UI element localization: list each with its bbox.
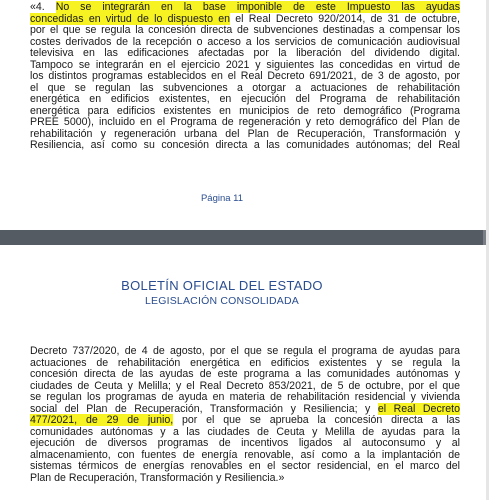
paragraph-line: concesión directa de las ayudas de este programa a las comunidades autónomas y [30, 368, 460, 380]
paragraph-line: concedidas en virtud de lo dispuesto en el Real Decreto 920/2014, de 31 de octubre, [30, 12, 460, 25]
page-number: Página 11 [200, 193, 244, 204]
paragraph-line: Plan de Recuperación, Transformación y Resiliencia.» [30, 471, 285, 484]
article-paragraph [30, 346, 460, 484]
page-header-subtitle: LEGISLACIÓN CONSOLIDADA [145, 295, 299, 307]
paragraph-line: energética en edificios existentes, en ejecución del Programa de rehabilitación [30, 93, 460, 105]
paragraph-line: PREE 5000), incluido en el Programa de regeneración y reto demográfico del Plan de [30, 116, 460, 128]
document-page-top [0, 0, 489, 230]
paragraph-line: almacenamiento, con fuentes de energía renovable, así como a la implantación de [30, 448, 460, 461]
paragraph-line: televisiva en las edificaciones afectadas por la liberación del dividendo digital. [30, 47, 460, 59]
highlighted-text: concedidas en virtud de lo dispuesto en [30, 12, 231, 25]
paragraph-line: comunidades autónomas y a las ciudades de Ceuta y Melilla de ayudas para la [30, 425, 460, 438]
paragraph-line: ciudades de Ceuta y Melilla; y el Real Decreto 853/2021, de 5 de octubre, por el que [30, 379, 460, 392]
paragraph-line: los distintos programas establecidos en el Real Decreto 691/2021, de 3 de agosto, por [30, 70, 460, 82]
paragraph-line: Decreto 737/2020, de 4 de agosto, por el que se regula el programa de ayudas para [30, 345, 460, 357]
page-separator [0, 230, 489, 245]
highlighted-text: 477/2021, de 29 de junio, [30, 414, 174, 426]
paragraph-line: energética para edificios existentes en municipios de reto demográfico (Programa [30, 104, 460, 117]
paragraph-line: 477/2021, de 29 de junio, por el que se aprueba la concesión directa a las [30, 414, 460, 426]
page-header-title: BOLETÍN OFICIAL DEL ESTADO [121, 278, 323, 293]
highlighted-text: No se integrarán en la base imponible de este Impuesto las ayudas [55, 1, 460, 13]
paragraph-line: sistemas térmicos de energías renovables en el sector residencial, en el marco del [30, 460, 460, 472]
paragraph-line: ejecución de diversos programas de incentivos ligados al autoconsumo y al [30, 437, 460, 449]
paragraph-line: Tampoco se integrarán en el ejercicio 2021 y siguientes las concedidas en virtud de [30, 58, 460, 71]
paragraph-line: se regulan los programas de ayuda en materia de rehabilitación residencial y vivienda [30, 391, 460, 403]
paragraph-line: costes derivados de la recepción o acceso a los servicios de comunicación audiovisual [30, 35, 460, 48]
paragraph-line: rehabilitación y regeneración urbana del Plan de Recuperación, Transformación y [30, 127, 460, 140]
paragraph-line: el que se regulan las subvenciones a otorgar a actuaciones de rehabilitación [30, 81, 460, 94]
paragraph-line: Resiliencia, así como su concesión directa a las comunidades autónomas; del Real [30, 139, 460, 151]
paragraph-line: por el que se regula la concesión directa de subvenciones destinadas a compensar los [30, 24, 460, 36]
document-page-bottom [0, 245, 489, 500]
paragraph-line: social del Plan de Recuperación, Transformación y Resiliencia; y el Real Decreto [30, 402, 461, 415]
article-paragraph [30, 2, 460, 152]
paragraph-line: actuaciones de rehabilitación energética en edificios existentes y se regula la [30, 356, 460, 369]
paragraph-line: «4. No se integrarán en la base imponible de este Impuesto las ayudas [30, 1, 460, 13]
highlighted-text: el Real Decreto [377, 402, 461, 415]
